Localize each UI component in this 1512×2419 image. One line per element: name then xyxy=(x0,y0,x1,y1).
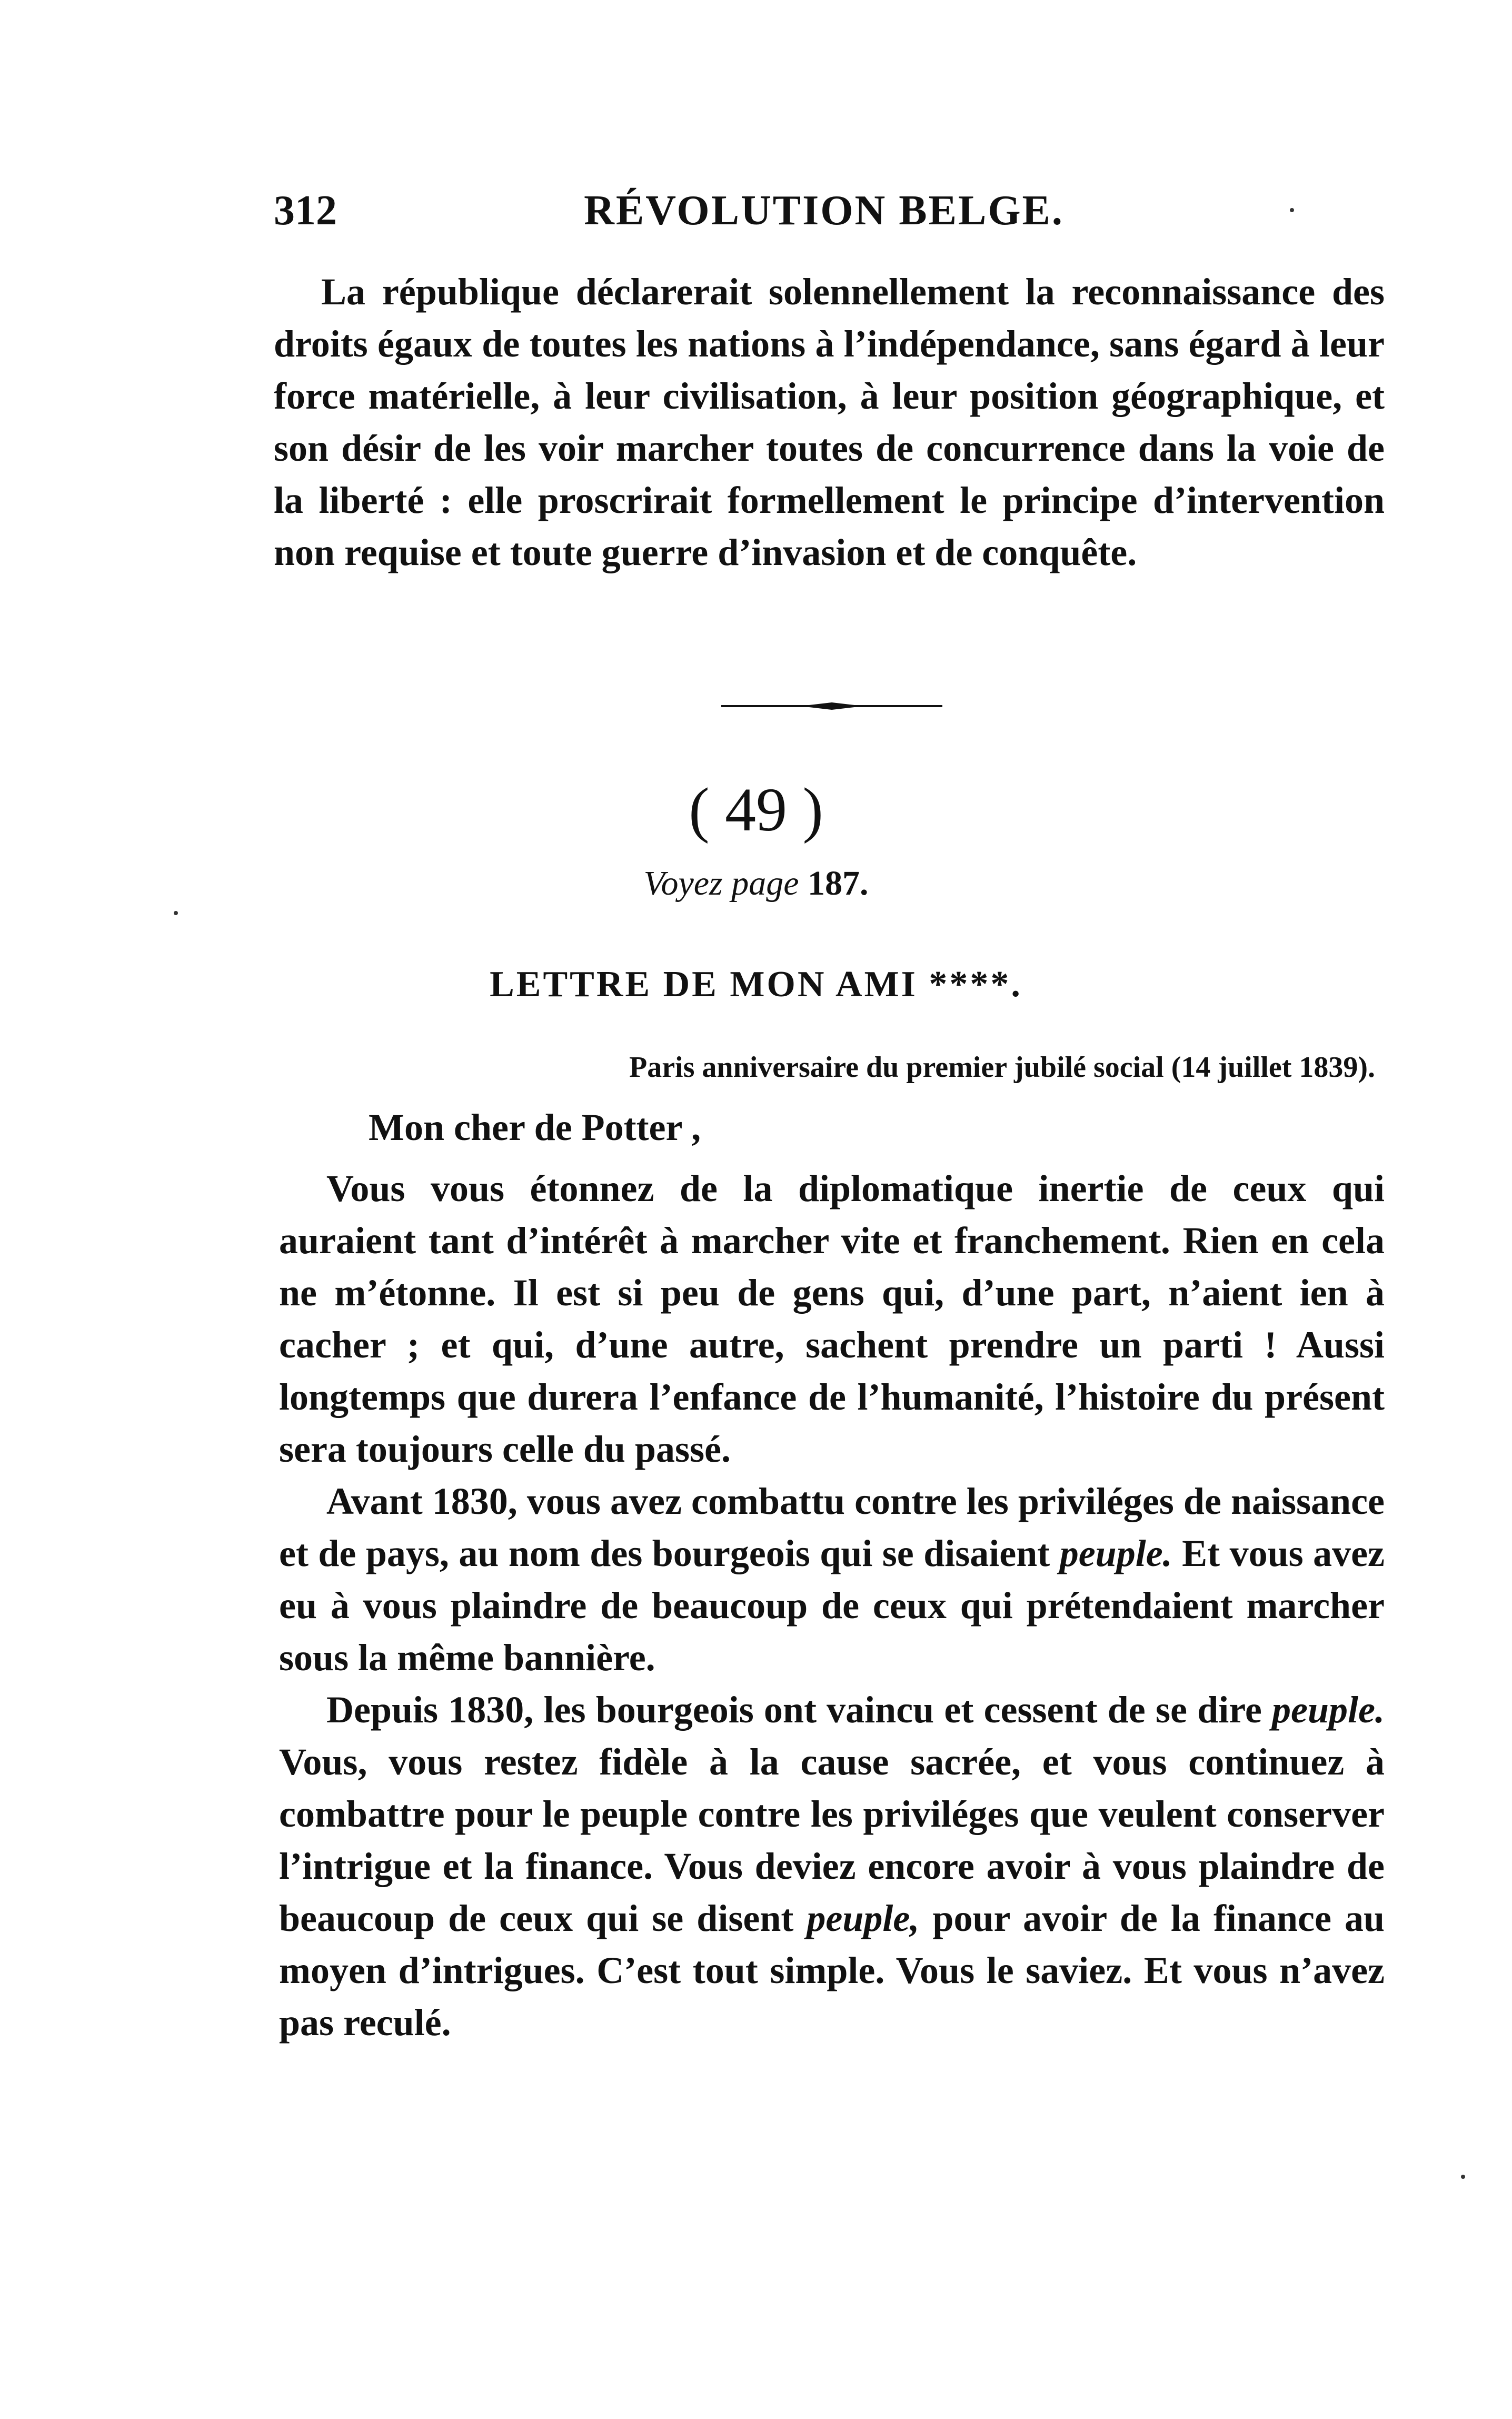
paragraph-3-text-b: Vous, vous restez fidèle à la cause sacrée, et vous continuez à combattre pour le peuple contre les priviléges que veulent conserver l’intrigue et la finance. Vous deviez encore avoir à vous plaindre de beaucoup de ceux qui se disent xyxy=(279,1741,1385,1939)
note-number: ( 49 ) xyxy=(689,775,823,844)
page-number: 312 xyxy=(274,187,337,234)
letter-dateline: Paris anniversaire du premier jubilé social (14 juillet 1839). xyxy=(629,1051,1375,1084)
letter-paragraph-1: Vous vous étonnez de la diplomatique inertie de ceux qui auraient tant d’intérêt à marcher vite et franchement. Rien en cela ne m’étonne. Il est si peu de gens qui, d’une part, n’aient ien à cacher ; et qui, d’une autre, sachent prendre un parti ! Aussi longtemps que durera l’enfance de l’humanité, l’histoire du présent sera toujours celle du passé. xyxy=(279,1167,1385,1470)
letter-paragraph-2 xyxy=(279,1475,1385,1684)
letter-title: LETTRE DE MON AMI ****. xyxy=(490,964,1022,1005)
see-page-reference xyxy=(0,864,1512,904)
paragraph-3-text-c: pour avoir de la finance au moyen d’intrigues. C’est tout simple. Vous le saviez. Et vous n’avez pas reculé. xyxy=(279,1897,1385,2044)
see-page-number: 187. xyxy=(808,864,869,903)
emphasis-peuple: peuple, xyxy=(807,1897,920,1939)
print-speck xyxy=(1461,2175,1465,2179)
letter-salutation: Mon cher de Potter , xyxy=(369,1106,701,1148)
emphasis-peuple: peuple. xyxy=(1059,1532,1172,1574)
print-speck xyxy=(174,911,178,915)
see-page-label: Voyez page xyxy=(643,864,799,903)
paragraph-2-text-a: Avant 1830, vous avez combattu contre les priviléges de naissance et de pays, au nom des bourgeois qui se disaient xyxy=(279,1480,1385,1574)
emphasis-peuple: peuple. xyxy=(1272,1689,1385,1731)
letter-paragraph-3 xyxy=(279,1684,1385,2049)
running-head xyxy=(274,187,1374,240)
continuation-paragraph: La république déclarerait solennellement la reconnaissance des droits égaux de toutes les nations à l’indépendance, sans égard à leur force matérielle, à leur civilisation, à leur position géographique, et son désir de les voir marcher toutes de concurrence dans la voie de la liberté : elle proscrirait formellement le principe d’intervention non requise et toute guerre d’invasion et de conquête. xyxy=(274,271,1385,573)
paragraph-3-text-a: Depuis 1830, les bourgeois ont vaincu et cessent de se dire xyxy=(326,1689,1262,1731)
continuation-block xyxy=(274,266,1385,579)
paragraph-2-text-b: Et vous avez eu à vous plaindre de beaucoup de ceux qui prétendaient marcher sous la même bannière. xyxy=(279,1532,1385,1679)
print-speck xyxy=(1290,208,1294,212)
letter-body xyxy=(279,1163,1385,2049)
section-divider xyxy=(721,700,942,712)
running-title: RÉVOLUTION BELGE. xyxy=(584,187,1064,234)
